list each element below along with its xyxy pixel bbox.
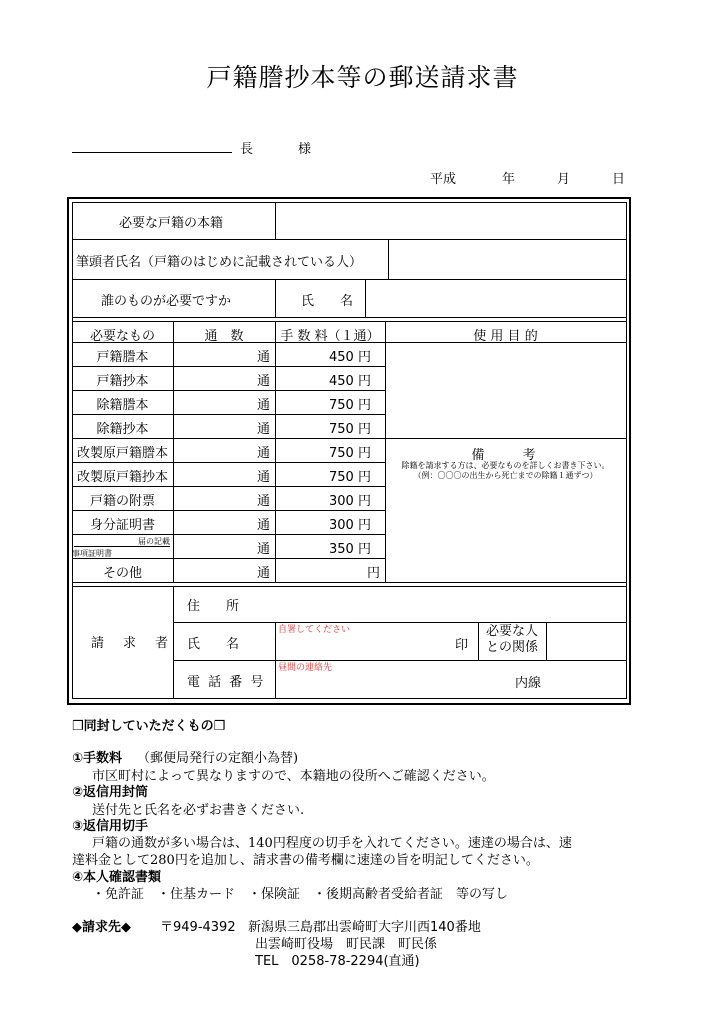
relation-label-line1: 必要な人 <box>485 624 538 639</box>
dare-name-field[interactable] <box>368 282 624 316</box>
relation-label <box>478 624 546 656</box>
address-field[interactable] <box>253 589 624 620</box>
seikyusha-label: 請 求 者 <box>91 636 172 651</box>
item-body: 送付先と氏名を必ずお書きください. <box>92 803 305 818</box>
item-unit: 通 <box>257 470 271 485</box>
item-body: 達料金として280円を追加し、請求書の備考欄に速達の旨を明記してください。 <box>72 853 539 868</box>
hittousha-label: 筆頭者氏名（戸籍のはじめに記載されている人） <box>76 255 363 270</box>
seal-mark: 印 <box>455 638 469 653</box>
addressee-blank-line[interactable] <box>72 152 232 153</box>
requester-name-field[interactable] <box>278 633 448 658</box>
biko-label: 備 考 <box>471 448 540 463</box>
naisen-label: 内線 <box>515 676 542 691</box>
biko-field[interactable] <box>388 482 624 580</box>
send-to-postal: 〒949-4392 <box>160 920 236 935</box>
item-heading: ③返信用切手 <box>72 819 149 834</box>
item-unit: 通 <box>257 542 271 557</box>
item-fee: 450 円 <box>329 374 371 389</box>
item-heading: ②返信用封筒 <box>72 785 149 800</box>
date-month: 月 <box>557 172 571 187</box>
date-year: 年 <box>502 172 516 187</box>
item-unit: 通 <box>257 494 271 509</box>
item-heading: ④本人確認書類 <box>72 870 162 885</box>
item-heading: ①手数料 <box>72 751 123 766</box>
date-era: 平成 <box>430 172 457 187</box>
jisho-note: 自署してください <box>278 625 351 635</box>
honseki-label: 必要な戸籍の本籍 <box>119 216 224 231</box>
item-name: 除籍謄本 <box>96 398 149 413</box>
jusho-label: 住 所 <box>187 599 240 614</box>
header-count: 通 数 <box>204 329 244 344</box>
item-heading-extra: （郵便局発行の定額小為替) <box>137 751 299 766</box>
item-fee: 750 円 <box>329 422 371 437</box>
item-body: ・免許証 ・住基カード ・保険証 ・後期高齢者受給者証 等の写し <box>92 887 509 902</box>
request-form <box>67 197 631 705</box>
item-unit: 通 <box>257 350 271 365</box>
biko-note-2: （例：〇〇〇の出生から死亡までの除籍１通ずつ） <box>413 471 598 480</box>
item-name: 戸籍謄本 <box>96 350 149 365</box>
send-to-address: 新潟県三島郡出雲崎町大字川西140番地 <box>248 920 481 935</box>
todoke-line2: 事項証明書 <box>72 549 112 558</box>
item-unit: 通 <box>257 518 271 533</box>
tel-field[interactable] <box>278 671 498 696</box>
tel-note: 昼間の連絡先 <box>278 663 333 673</box>
purpose-field[interactable] <box>388 345 624 437</box>
dare-shimei-label: 氏 名 <box>301 294 354 309</box>
header-purpose: 使 用 目 的 <box>473 329 538 344</box>
tel-label: 電 話 番 号 <box>187 675 266 690</box>
item-name: 身分証明書 <box>89 518 155 533</box>
name-label: 氏 名 <box>187 637 240 652</box>
item-fee: 750 円 <box>329 470 371 485</box>
header-item: 必要なもの <box>89 329 155 344</box>
item-fee: 450 円 <box>329 350 371 365</box>
relation-field[interactable] <box>549 625 624 658</box>
item-name: 改製原戸籍抄本 <box>76 470 168 485</box>
item-name: 改製原戸籍謄本 <box>76 446 168 461</box>
item-name: 戸籍の附票 <box>89 494 155 509</box>
send-to-label: ◆請求先◆ <box>72 920 131 935</box>
item-unit: 通 <box>257 374 271 389</box>
item-fee: 300 円 <box>329 494 371 509</box>
item-fee: 円 <box>367 566 381 581</box>
item-unit: 通 <box>257 398 271 413</box>
send-to-tel: TEL 0258-78-2294(直通) <box>255 954 420 969</box>
item-unit: 通 <box>257 446 271 461</box>
addressee-suffix: 長 様 <box>240 142 328 157</box>
item-unit: 通 <box>257 422 271 437</box>
send-to-office: 出雲崎町役場 町民課 町民係 <box>255 937 438 952</box>
biko-note-1: 除籍を請求する方は、必要なものを詳しくお書き下さい。 <box>401 461 610 470</box>
item-fee: 750 円 <box>329 398 371 413</box>
item-unit: 通 <box>257 566 271 581</box>
item-body: 戸籍の通数が多い場合は、140円程度の切手を入れてください。速達の場合は、速 <box>92 836 572 851</box>
item-body: 市区町村によって異なりますので、本籍地の役所へご確認ください。 <box>92 769 495 784</box>
date-day: 日 <box>612 172 626 187</box>
item-name: その他 <box>102 566 142 581</box>
item-fee: 300 円 <box>329 518 371 533</box>
item-name: 戸籍抄本 <box>96 374 149 389</box>
hittousha-field[interactable] <box>391 242 624 278</box>
todoke-line1: 届の記載 <box>74 537 170 547</box>
header-fee: 手 数 料（１通） <box>280 329 380 344</box>
item-fee: 350 円 <box>329 542 371 557</box>
page-title: 戸籍謄抄本等の郵送請求書 <box>206 63 519 92</box>
item-name: 除籍抄本 <box>96 422 149 437</box>
dare-label: 誰のものが必要ですか <box>101 294 232 309</box>
item-fee: 750 円 <box>329 446 371 461</box>
relation-label-line2: との関係 <box>485 640 538 655</box>
honseki-field[interactable] <box>278 204 624 238</box>
enclose-title: ❒同封していただくもの❒ <box>72 719 226 734</box>
